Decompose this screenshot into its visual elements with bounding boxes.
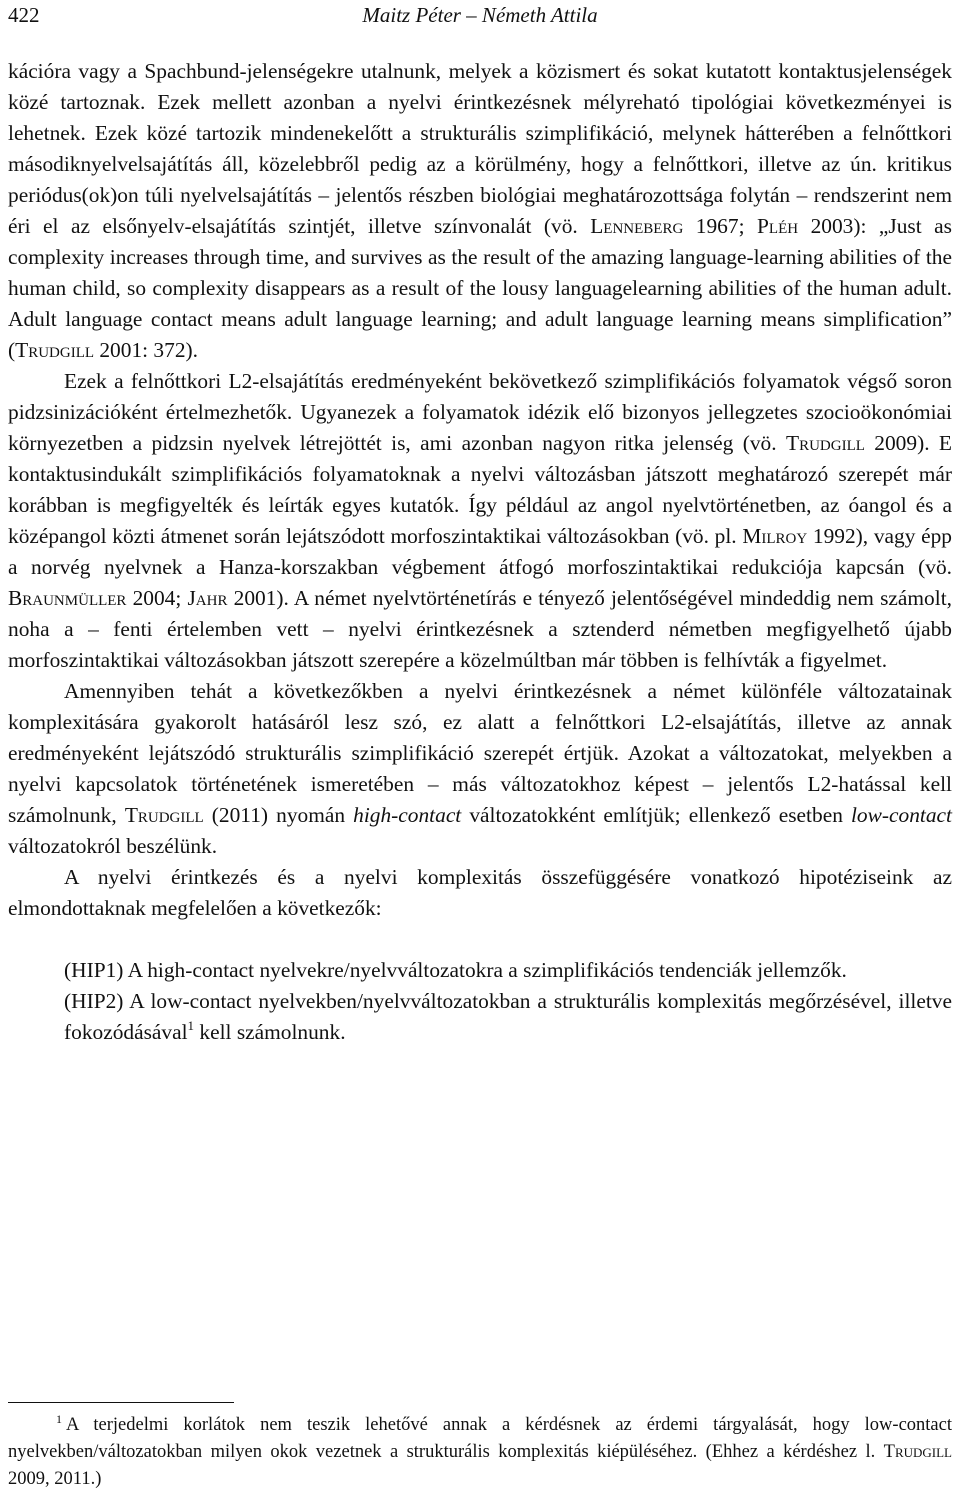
text-segment: 2009, 2011.) xyxy=(8,1469,102,1489)
hypothesis-2 xyxy=(8,986,952,1048)
hypothesis-1: (HIP1) A high-contact nyelvekre/nyelvváltozatokra a szimplifikációs tendenciák jellemzők. xyxy=(64,958,847,982)
citation-author: Pléh xyxy=(757,214,799,238)
citation-author: Trudgill xyxy=(124,803,204,827)
text-segment: változatokként említjük; ellenkező esetben xyxy=(461,803,851,827)
text-segment: 2003): „Just as complexity increases through time, and survives as the result of the amazing language-learning abilities of the human child, so complexity disappears as a result of the lousy languagelearning abilities of the human adult. Adult language contact means adult language learning; and adult language learning means simplification” ( xyxy=(8,214,953,362)
footnote-divider xyxy=(8,1402,234,1403)
footnote-1 xyxy=(8,1412,952,1493)
main-text xyxy=(8,56,952,1048)
text-segment: Ezek a felnőttkori L2-elsajátítás eredményeként bekövetkező szimplifikációs folyamatok végső soron pidzsinizációként értelmezhetők. Ugyanezek a folyamatok idézik elő bizonyos jellegzetes szocioökonómiai környezetben a pidzsin nyelvek létrejöttét is, ami azonban nagyon ritka jelenség (vö. xyxy=(8,369,952,455)
paragraph-1 xyxy=(8,56,952,366)
text-segment: 2001: 372). xyxy=(94,338,198,362)
running-head: Maitz Péter – Németh Attila xyxy=(362,3,598,27)
spacer xyxy=(8,924,952,955)
text-segment: (HIP2) A low-contact nyelvekben/nyelvváltozatokban a strukturális komplexitás megőrzésével, illetve fokozódásával xyxy=(64,989,952,1044)
paragraph-4: A nyelvi érintkezés és a nyelvi komplexitás összefüggésére vonatkozó hipotéziseink az elmondottaknak megfelelően a következők: xyxy=(8,865,952,920)
text-segment: 2001). A német nyelvtörténetírás e tényező jelentőségével mindeddig nem számolt, noha a – fenti értelemben vett – nyelvi érintkezésnek a sztenderd németben megfigyelhető újabb morfoszintaktikai változásokban játszott szerepére a közelmúltban már többen is felhívták a figyelmet. xyxy=(8,586,952,672)
text-segment: kell számolnunk. xyxy=(194,1020,346,1044)
citation-author: Milroy xyxy=(742,524,808,548)
text-segment: Amennyiben tehát a következőkben a nyelvi érintkezésnek a német különféle változatainak komplexitására gyakorolt hatásáról lesz szó, ez alatt a felnőttkori L2-elsajátítás, illetve az annak eredményeként lejátszódó strukturális szimplifikáció szerepét értjük. Azokat a változatokat, melyekben a nyelvi kapcsolatok történetének ismeretében – más változatokhoz képest – jelentős L2-hatással kell számolnunk, xyxy=(8,679,952,827)
citation-author: Trudgill xyxy=(15,338,95,362)
text-segment: 2004; xyxy=(126,586,188,610)
citation-author: Trudgill xyxy=(883,1442,952,1462)
footnote-reference[interactable]: 1 xyxy=(187,1018,195,1033)
citation-author: Jahr xyxy=(187,586,228,610)
text-segment: változatokról beszélünk. xyxy=(8,834,218,858)
footnote-mark: 1 xyxy=(56,1412,62,1426)
text-segment: 2009). E kontaktusindukált szimplifikációs folyamatoknak a nyelvi változásban játszott meghatározó szerepét már korábban is megfigyelték és leírták egyes kutatók. Így például az angol nyelvtörténetben, az óangol és a középangol közti átmenet során lejátszódott morfoszintaktikai változásokban (vö. pl. xyxy=(8,431,953,548)
text-segment: 1992), vagy épp a norvég nyelvnek a Hanza-korszakban végbement átfogó morfoszintaktikai redukciója kapcsán (vö. xyxy=(8,524,952,579)
text-segment: 1967; xyxy=(683,214,758,238)
text-segment: A terjedelmi korlátok nem teszik lehetővé annak a kérdésnek az érdemi tárgyalását, hogy low-contact nyelvekben/változatokban milyen okok vezetnek a strukturális komplexitás kiépüléséhez. (Ehhez a kérdéshez l. xyxy=(8,1415,952,1462)
citation-author: Braunmüller xyxy=(8,586,127,610)
text-segment: (2011) nyomán xyxy=(203,803,354,827)
text-segment: kációra vagy a Spachbund-jelenségekre utalnunk, melyek a közismert és sokat kutatott kontaktusjelenségek közé tartoznak. Ezek mellett azonban a nyelvi érintkezésnek mélyreható tipológiai következményei is lehetnek. Ezek közé tartozik mindenekelőtt a strukturális szimplifikáció, melynek hátterében a felnőttkori másodiknyelvelsajátítás áll, közelebbről pedig az a körülmény, hogy a felnőttkori, illetve az ún. kritikus periódus(ok)on túli nyelvelsajátítás – jelentős részben biológiai meghatározottsága folytán – rendszerint nem éri el az elsőnyelv-elsajátítás szintjét, illetve színvonalát (vö. xyxy=(8,59,952,238)
footnote xyxy=(8,1412,952,1493)
paragraph-2 xyxy=(8,366,952,676)
citation-author: Lenneberg xyxy=(590,214,684,238)
term-high-contact: high-contact xyxy=(353,803,462,827)
citation-author: Trudgill xyxy=(786,431,865,455)
page-header xyxy=(8,0,952,30)
term-low-contact: low-contact xyxy=(850,803,952,827)
page-number: 422 xyxy=(8,3,40,27)
paragraph-3 xyxy=(8,676,952,862)
